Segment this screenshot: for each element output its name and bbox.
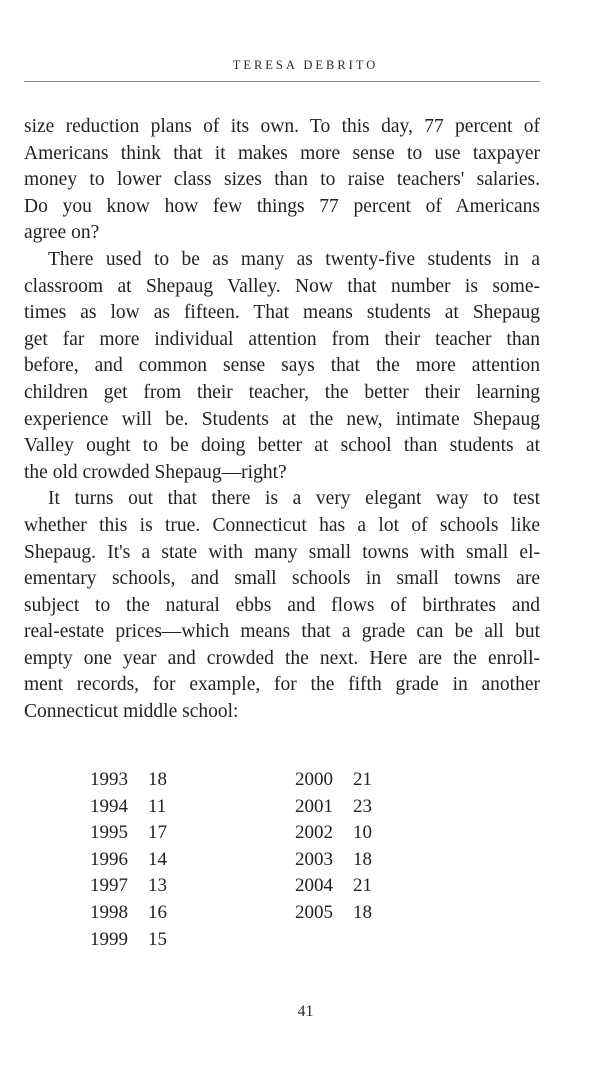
enrollment-count: 14 [148, 848, 167, 870]
enrollment-count: 16 [148, 901, 167, 923]
enrollment-count: 13 [148, 875, 167, 897]
paragraph-start-line: There used to be as many as twenty-five students in a [48, 248, 540, 270]
enrollment-count: 18 [148, 769, 167, 790]
text-line: before, and common sense says that the more attention [24, 355, 540, 377]
text-line: children get from their teacher, the better their learning [24, 381, 540, 403]
enrollment-count: 15 [148, 928, 167, 950]
enrollment-row [295, 767, 381, 794]
enrollment-row [90, 820, 176, 847]
text-line: Valley ought to be doing better at school than students at [24, 435, 540, 457]
text-line: subject to the natural ebbs and flows of birthrates and [24, 594, 540, 616]
text-line: agree on? [24, 222, 100, 244]
text-line: empty one year and crowded the next. Here are the enroll- [24, 647, 540, 669]
enrollment-count: 23 [353, 795, 372, 817]
enrollment-year: 1996 [90, 848, 128, 870]
header-rule [24, 81, 540, 82]
enrollment-count: 21 [353, 875, 372, 897]
enrollment-count: 11 [148, 795, 167, 817]
enrollment-row [295, 873, 381, 900]
enrollment-row [90, 767, 176, 794]
enrollment-row [90, 873, 176, 900]
text-line: times as low as fifteen. That means students at Shepaug [24, 302, 540, 324]
enrollment-count: 18 [353, 901, 372, 923]
enrollment-row [295, 794, 381, 821]
enrollment-year: 2002 [295, 822, 333, 844]
enrollment-year: 2005 [295, 901, 333, 923]
body-text [24, 114, 540, 726]
enrollment-row [295, 820, 381, 847]
text-line: whether this is true. Connecticut has a lot of schools like [24, 514, 540, 536]
text-line: Connecticut middle school: [24, 701, 239, 723]
enrollment-row [90, 794, 176, 821]
text-line: experience will be. Students at the new, intimate Shepaug [24, 408, 540, 430]
enrollment-year: 1998 [90, 901, 128, 923]
text-line: ementary schools, and small schools in small towns are [24, 568, 540, 590]
text-line: classroom at Shepaug Valley. Now that number is some- [24, 275, 540, 297]
text-line: money to lower class sizes than to raise teachers' salaries. [24, 169, 540, 191]
text-line: the old crowded Shepaug—right? [24, 461, 287, 483]
enrollment-row [295, 900, 381, 927]
enrollment-year: 2004 [295, 875, 333, 897]
text-line: ment records, for example, for the fifth grade in another [24, 674, 540, 696]
enrollment-year: 2003 [295, 848, 333, 870]
enrollment-count: 18 [353, 848, 372, 870]
text-line: get far more individual attention from their teacher than [24, 328, 540, 350]
enrollment-year: 1999 [90, 928, 128, 950]
enrollment-count: 21 [353, 769, 372, 790]
enrollment-row [90, 927, 176, 954]
text-line: Do you know how few things 77 percent of Americans [24, 195, 540, 217]
enrollment-year: 1997 [90, 875, 128, 897]
paragraph-start-line: It turns out that there is a very elegant way to test [48, 488, 540, 510]
enrollment-count: 17 [148, 822, 167, 844]
text-line: real-estate prices—which means that a grade can be all but [24, 621, 540, 643]
enrollment-year: 2000 [295, 769, 333, 790]
text-line: Shepaug. It's a state with many small towns with small el- [24, 541, 540, 563]
enrollment-year: 1993 [90, 769, 128, 790]
enrollment-row [295, 847, 381, 874]
page-number: 41 [297, 1003, 314, 1020]
enrollment-table-right [295, 767, 381, 927]
enrollment-row [90, 847, 176, 874]
enrollment-row [90, 900, 176, 927]
enrollment-year: 1994 [90, 795, 128, 817]
enrollment-year: 1995 [90, 822, 128, 844]
enrollment-count: 10 [353, 822, 372, 844]
enrollment-year: 2001 [295, 795, 333, 817]
text-line: Americans think that it makes more sense to use taxpayer [24, 142, 540, 164]
running-header: TERESA DEBRITO [232, 58, 379, 72]
text-line: size reduction plans of its own. To this day, 77 percent of [24, 116, 540, 137]
enrollment-table-left [90, 767, 176, 953]
